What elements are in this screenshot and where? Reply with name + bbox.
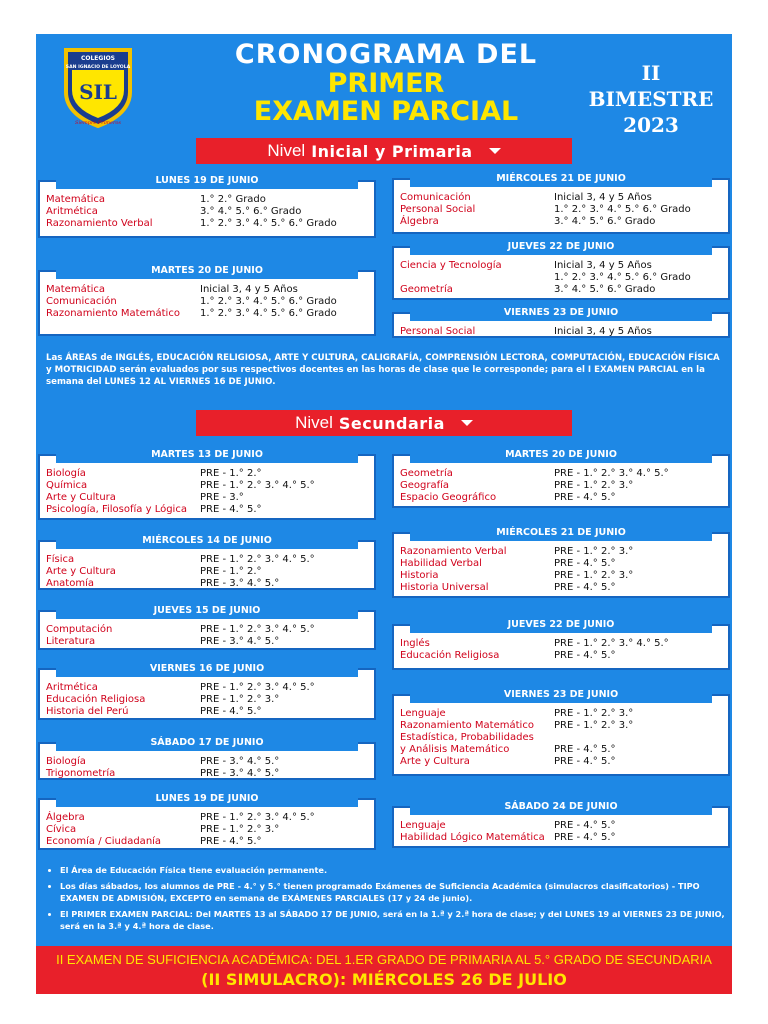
schedule-row xyxy=(400,260,722,272)
subject-name: Economía / Ciudadanía xyxy=(46,836,162,847)
svg-text:SAN IGNACIO DE LOYOLA: SAN IGNACIO DE LOYOLA xyxy=(65,65,131,70)
schedule-row xyxy=(400,272,722,284)
card-sec-martes13 xyxy=(38,449,376,520)
schedule-row xyxy=(400,480,722,492)
grade-levels: PRE - 3.° 4.° 5.° xyxy=(200,768,280,779)
subject-name: Razonamiento Matemático xyxy=(46,308,180,319)
subject-name: Biología xyxy=(46,756,86,767)
schedule-row xyxy=(400,832,722,844)
grade-levels: PRE - 4.° 5.° xyxy=(200,706,262,717)
subject-name: Álgebra xyxy=(400,216,439,227)
card-rows xyxy=(400,468,722,504)
grade-levels xyxy=(554,732,722,744)
grade-levels: PRE - 4.° 5.° xyxy=(554,492,616,503)
subject-name: Habilidad Lógico Matemática xyxy=(400,832,545,843)
grade-levels: PRE - 1.° 2.° 3.° 4.° 5.° xyxy=(554,638,669,649)
card-rows xyxy=(46,812,368,848)
subject-name: Biología xyxy=(46,468,86,479)
subject-name: Arte y Cultura xyxy=(400,756,470,767)
subject-name: Espacio Geográfico xyxy=(400,492,497,503)
card-title: JUEVES 22 DE JUNIO xyxy=(410,238,712,255)
header xyxy=(36,34,732,137)
subject-name: Cívica xyxy=(46,824,77,835)
title-block xyxy=(186,40,586,126)
subject-name: Geografía xyxy=(400,480,450,491)
subject-name: Personal Social xyxy=(400,204,476,215)
subject-name: Lenguaje xyxy=(400,820,446,831)
card-title: LUNES 19 DE JUNIO xyxy=(56,172,358,189)
title-line-2: PRIMER xyxy=(327,68,445,99)
card-rows xyxy=(46,682,368,718)
schedule-row xyxy=(400,326,722,338)
subject-name: Trigonometría xyxy=(46,768,116,779)
title-line-1: CRONOGRAMA DEL xyxy=(234,39,538,70)
year: 2023 xyxy=(623,113,679,137)
schedule-row xyxy=(46,554,368,566)
subject-name: Razonamiento Verbal xyxy=(46,218,153,229)
grade-levels: PRE - 1.° 2.° 3.° xyxy=(200,694,280,705)
card-rows xyxy=(46,624,368,648)
grade-levels: PRE - 4.° 5.° xyxy=(554,832,616,843)
grade-levels: PRE - 1.° 2.° 3.° 4.° 5.° xyxy=(554,468,669,479)
card-sec-sabado24 xyxy=(392,801,730,848)
schedule-row xyxy=(400,708,722,720)
card-title: SÁBADO 24 DE JUNIO xyxy=(410,798,712,815)
card-sec-jueves22 xyxy=(392,619,730,670)
card-ini-martes20 xyxy=(38,265,376,336)
subject-name: Ciencia y Tecnología xyxy=(400,260,502,271)
grade-levels: PRE - 1.° 2.° 3.° 4.° 5.° xyxy=(200,812,315,823)
note-item: • Los días sábados, los alumnos de PRE - 4.° y 5.° tienen programado Exámenes de Suficiencia Académica (simulacros clasificatorios) - TIPO EXAMEN DE ADMISIÓN, EXCEPTO en semana de EXÁMENES PARCIALES (17 y 24 de junio). xyxy=(60,880,726,904)
banner-label: Inicial y Primaria xyxy=(311,141,473,161)
grade-levels: PRE - 1.° 2.° xyxy=(200,468,262,479)
svg-text:SIL: SIL xyxy=(79,80,117,104)
card-title: MIÉRCOLES 14 DE JUNIO xyxy=(56,532,358,549)
grade-levels: PRE - 1.° 2.° 3.° xyxy=(554,720,634,731)
schedule-row xyxy=(400,204,722,216)
note-item: • El PRIMER EXAMEN PARCIAL: Del MARTES 13 al SÁBADO 17 DE JUNIO, será en la 1.ª y 2.ª hora de clase; y del LUNES 19 al VIERNES 23 DE JUNIO, será en la 3.ª y 4.ª hora de clase. xyxy=(60,908,726,932)
school-logo xyxy=(60,44,136,128)
grade-levels: PRE - 3.° 4.° 5.° xyxy=(200,636,280,647)
title-line-3: EXAMEN PARCIAL xyxy=(253,96,519,127)
card-title: JUEVES 15 DE JUNIO xyxy=(56,602,358,619)
banner-prefix: Nivel xyxy=(295,413,333,432)
card-title: JUEVES 22 DE JUNIO xyxy=(410,616,712,633)
schedule-row xyxy=(400,744,722,756)
schedule-row xyxy=(46,694,368,706)
schedule-row xyxy=(46,566,368,578)
schedule-row xyxy=(46,492,368,504)
schedule-row xyxy=(400,468,722,480)
grade-levels: PRE - 4.° 5.° xyxy=(200,504,262,515)
schedule-row xyxy=(46,504,368,516)
grade-levels: 3.° 4.° 5.° 6.° Grado xyxy=(200,206,302,217)
card-rows xyxy=(400,638,722,662)
card-title: MIÉRCOLES 21 DE JUNIO xyxy=(410,524,712,541)
grade-levels: PRE - 1.° 2.° 3.° xyxy=(200,824,280,835)
banner-prefix: Nivel xyxy=(267,141,306,160)
card-rows xyxy=(400,820,722,844)
schedule-row xyxy=(400,284,722,296)
subject-name: Literatura xyxy=(46,636,96,647)
subject-name: Química xyxy=(46,480,88,491)
card-title: VIERNES 16 DE JUNIO xyxy=(56,660,358,677)
banner-label: Secundaria xyxy=(338,413,445,433)
subject-name: Habilidad Verbal xyxy=(400,558,482,569)
subject-name: Razonamiento Matemático xyxy=(400,720,534,731)
card-ini-jueves22 xyxy=(392,241,730,300)
schedule-row xyxy=(46,218,368,230)
subject-name: Historia del Perú xyxy=(46,706,129,717)
schedule-row xyxy=(46,468,368,480)
card-rows xyxy=(46,468,368,516)
grade-levels: PRE - 1.° 2.° 3.° xyxy=(554,546,634,557)
grade-levels: 3.° 4.° 5.° 6.° Grado xyxy=(554,284,656,295)
schedule-row xyxy=(46,682,368,694)
grade-levels: PRE - 1.° 2.° 3.° xyxy=(554,708,634,719)
schedule-row xyxy=(46,812,368,824)
footer-line-1: II EXAMEN DE SUFICIENCIA ACADÉMICA: DEL 1.ER GRADO DE PRIMARIA AL 5.° GRADO DE SECUNDARIA xyxy=(56,952,712,967)
inicial-banner xyxy=(196,138,572,164)
schedule-row xyxy=(400,582,722,594)
subject-name: Comunicación xyxy=(400,192,471,203)
subject-name: Aritmética xyxy=(46,682,98,693)
schedule-row xyxy=(400,732,722,744)
secundaria-banner xyxy=(196,410,572,436)
card-title: MARTES 20 DE JUNIO xyxy=(56,262,358,279)
grade-levels: PRE - 4.° 5.° xyxy=(554,558,616,569)
schedule-row xyxy=(400,638,722,650)
subject-name: Aritmética xyxy=(46,206,98,217)
footer-banner xyxy=(36,946,732,994)
grade-levels: PRE - 4.° 5.° xyxy=(554,744,616,755)
subject-name: Lenguaje xyxy=(400,708,446,719)
schedule-row xyxy=(400,756,722,768)
card-ini-viernes23 xyxy=(392,307,730,338)
schedule-row xyxy=(46,480,368,492)
card-title: VIERNES 23 DE JUNIO xyxy=(410,686,712,703)
card-rows xyxy=(400,708,722,768)
schedule-row xyxy=(46,296,368,308)
subject-name: Historia Universal xyxy=(400,582,489,593)
grade-levels: PRE - 1.° 2.° 3.° 4.° 5.° xyxy=(200,624,315,635)
card-sec-miercoles14 xyxy=(38,535,376,590)
notes-list xyxy=(46,864,726,936)
card-rows xyxy=(400,326,722,338)
card-title: VIERNES 23 DE JUNIO xyxy=(410,304,712,321)
card-sec-lunes19 xyxy=(38,793,376,850)
grade-levels: 3.° 4.° 5.° 6.° Grado xyxy=(554,216,656,227)
subject-name: Geometría xyxy=(400,468,453,479)
schedule-row xyxy=(400,546,722,558)
grade-levels: PRE - 1.° 2.° xyxy=(200,566,262,577)
card-ini-miercoles21 xyxy=(392,173,730,234)
card-title: MARTES 20 DE JUNIO xyxy=(410,446,712,463)
schedule-row xyxy=(46,756,368,768)
card-ini-lunes19 xyxy=(38,175,376,238)
grade-levels: Inicial 3, 4 y 5 Años xyxy=(554,192,652,203)
schedule-row xyxy=(400,650,722,662)
schedule-row xyxy=(46,284,368,296)
card-sec-viernes16 xyxy=(38,663,376,720)
schedule-row xyxy=(400,720,722,732)
grade-levels: PRE - 4.° 5.° xyxy=(554,820,616,831)
card-sec-jueves15 xyxy=(38,605,376,650)
caret-down-icon xyxy=(489,148,501,154)
grade-levels: 1.° 2.° 3.° 4.° 5.° 6.° Grado xyxy=(554,272,691,283)
subject-name: Matemática xyxy=(46,284,106,295)
grade-levels: PRE - 4.° 5.° xyxy=(554,756,616,767)
schedule-row xyxy=(400,570,722,582)
grade-levels: PRE - 1.° 2.° 3.° 4.° 5.° xyxy=(200,480,315,491)
grade-levels: Inicial 3, 4 y 5 Años xyxy=(554,260,652,271)
schedule-row xyxy=(46,636,368,648)
schedule-row xyxy=(400,192,722,204)
schedule-row xyxy=(46,768,368,780)
subject-name: Álgebra xyxy=(46,812,85,823)
grade-levels: PRE - 3.° xyxy=(200,492,244,503)
schedule-row xyxy=(46,836,368,848)
subject-name: Educación Religiosa xyxy=(46,694,146,705)
grade-levels: 1.° 2.° 3.° 4.° 5.° 6.° Grado xyxy=(200,308,337,319)
grade-levels: PRE - 4.° 5.° xyxy=(554,582,616,593)
caret-down-icon xyxy=(461,420,473,426)
subject-name xyxy=(400,272,554,284)
subject-name: Arte y Cultura xyxy=(46,566,116,577)
card-rows xyxy=(400,546,722,594)
subject-name: Matemática xyxy=(46,194,106,205)
svg-text:COLEGIOS: COLEGIOS xyxy=(80,55,116,62)
card-rows xyxy=(400,260,722,296)
bimester: II BIMESTRE xyxy=(588,61,714,111)
grade-levels: PRE - 1.° 2.° 3.° 4.° 5.° xyxy=(200,554,315,565)
card-rows xyxy=(46,756,368,780)
card-rows xyxy=(46,554,368,590)
subject-name: Física xyxy=(46,554,75,565)
card-title: SÁBADO 17 DE JUNIO xyxy=(56,734,358,751)
note-item: • El Área de Educación Física tiene evaluación permanente. xyxy=(60,864,726,876)
grade-levels: PRE - 3.° 4.° 5.° xyxy=(200,756,280,767)
subject-name: Comunicación xyxy=(46,296,117,307)
grade-levels: PRE - 4.° 5.° xyxy=(200,836,262,847)
schedule-row xyxy=(46,206,368,218)
subject-name: Historia xyxy=(400,570,439,581)
footer-line-2: (II SIMULACRO): MIÉRCOLES 26 DE JULIO xyxy=(201,970,567,989)
subject-name: Psicología, Filosofía y Lógica xyxy=(46,504,187,515)
card-sec-viernes23 xyxy=(392,689,730,776)
card-sec-miercoles21 xyxy=(392,527,730,598)
card-title: LUNES 19 DE JUNIO xyxy=(56,790,358,807)
grade-levels: 1.° 2.° 3.° 4.° 5.° 6.° Grado xyxy=(200,296,337,307)
subject-name: Personal Social xyxy=(400,326,476,337)
grade-levels: PRE - 1.° 2.° 3.° 4.° 5.° xyxy=(200,682,315,693)
subject-name: Estadística, Probabilidades xyxy=(400,732,534,743)
subject-name: Educación Religiosa xyxy=(400,650,500,661)
subject-name: Geometría xyxy=(400,284,453,295)
card-rows xyxy=(400,192,722,228)
schedule-row xyxy=(46,308,368,320)
grade-levels: 1.° 2.° 3.° 4.° 5.° 6.° Grado xyxy=(200,218,337,229)
grade-levels: 1.° 2.° Grado xyxy=(200,194,266,205)
subject-name: Computación xyxy=(46,624,113,635)
grade-levels: PRE - 4.° 5.° xyxy=(554,650,616,661)
subject-name: Anatomía xyxy=(46,578,94,589)
subject-name: Inglés xyxy=(400,638,430,649)
grade-levels: PRE - 1.° 2.° 3.° xyxy=(554,570,634,581)
grade-levels: PRE - 3.° 4.° 5.° xyxy=(200,578,280,589)
schedule-row xyxy=(46,624,368,636)
subject-name: Arte y Cultura xyxy=(46,492,116,503)
schedule-row xyxy=(46,578,368,590)
card-rows xyxy=(46,284,368,320)
grade-levels: Inicial 3, 4 y 5 Años xyxy=(200,284,298,295)
grade-levels: PRE - 1.° 2.° 3.° xyxy=(554,480,634,491)
svg-text:Siempre Primeros: Siempre Primeros xyxy=(75,120,121,126)
card-title: MARTES 13 DE JUNIO xyxy=(56,446,358,463)
schedule-row xyxy=(46,194,368,206)
bimester-label xyxy=(576,60,726,138)
card-sec-martes20 xyxy=(392,449,730,508)
schedule-row xyxy=(46,824,368,836)
schedule-row xyxy=(400,216,722,228)
schedule-row xyxy=(400,558,722,570)
schedule-row xyxy=(46,706,368,718)
subject-name: y Análisis Matemático xyxy=(400,744,510,755)
card-sec-sabado17 xyxy=(38,737,376,780)
inicial-note: Las ÁREAS de INGLÉS, EDUCACIÓN RELIGIOSA, ARTE Y CULTURA, CALIGRAFÍA, COMPRENSIÓN LECTORA, COMPUTACIÓN, EDUCACIÓN FÍSICA y MOTRICIDAD serán evaluados por sus respectivos docentes en las horas de clase que le corresponde; para el I EXAMEN PARCIAL en la semana del LUNES 12 AL VIERNES 16 DE JUNIO. xyxy=(46,353,720,387)
grade-levels: 1.° 2.° 3.° 4.° 5.° 6.° Grado xyxy=(554,204,691,215)
schedule-row xyxy=(400,492,722,504)
subject-name: Razonamiento Verbal xyxy=(400,546,507,557)
card-title: MIÉRCOLES 21 DE JUNIO xyxy=(410,170,712,187)
schedule-row xyxy=(400,820,722,832)
card-rows xyxy=(46,194,368,230)
grade-levels: Inicial 3, 4 y 5 Años xyxy=(554,326,652,337)
